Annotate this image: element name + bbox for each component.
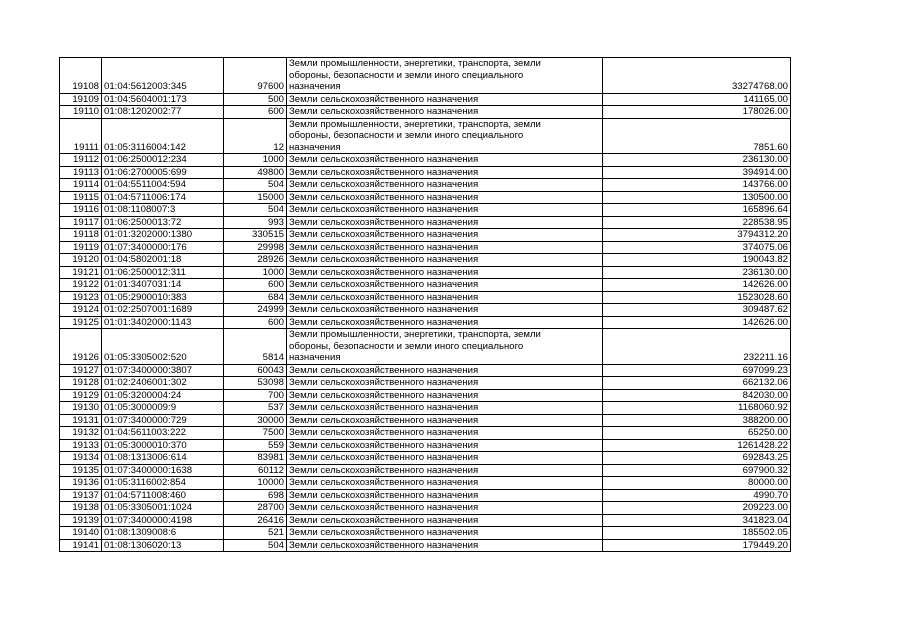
land-category-cell[interactable]: [287, 241, 603, 254]
table-row: [60, 402, 791, 415]
cadastral-value-cell[interactable]: 65250.00: [603, 427, 791, 440]
area-cell[interactable]: 1000: [224, 154, 287, 167]
land-category-line: Земли промышленности, энергетики, транспорта, земли: [289, 118, 541, 130]
cadastral-value-cell[interactable]: 1523028.60: [603, 291, 791, 304]
cadastral-value-cell[interactable]: 697099.23: [603, 364, 791, 377]
land-category-line: Земли сельскохозяйственного назначения: [289, 514, 479, 526]
land-category-line: Земли сельскохозяйственного назначения: [289, 279, 479, 290]
row-number-cell[interactable]: 19138: [60, 502, 102, 515]
table-row: [60, 364, 791, 377]
land-category-line: Земли сельскохозяйственного назначения: [289, 291, 479, 303]
row-number-cell[interactable]: 19112: [60, 154, 102, 167]
cadastral-number-cell[interactable]: 01:04:5711008:460: [102, 489, 224, 502]
cadastral-value-cell[interactable]: 4990.70: [603, 489, 791, 502]
cadastral-number-cell[interactable]: 01:04:5711006:174: [102, 191, 224, 204]
area-cell[interactable]: 330515: [224, 229, 287, 242]
cadastral-number-cell[interactable]: 01:05:2900010:383: [102, 291, 224, 304]
land-category-cell[interactable]: [287, 539, 603, 552]
cadastral-value-cell[interactable]: 178026.00: [603, 106, 791, 119]
area-cell[interactable]: 993: [224, 216, 287, 229]
area-cell[interactable]: 29998: [224, 241, 287, 254]
land-category-line: Земли сельскохозяйственного назначения: [289, 166, 479, 178]
cadastral-number-cell[interactable]: 01:08:1309008:6: [102, 527, 224, 540]
cadastral-number-cell[interactable]: 01:06:2500012:311: [102, 266, 224, 279]
area-cell[interactable]: 12: [224, 118, 287, 154]
table-row: [60, 377, 791, 390]
area-cell[interactable]: 24999: [224, 304, 287, 317]
cadastral-number-cell[interactable]: 01:08:1306020:13: [102, 539, 224, 552]
land-category-line: назначения: [289, 141, 341, 153]
cadastral-number-cell[interactable]: 01:04:5611003:222: [102, 427, 224, 440]
table-row: [60, 427, 791, 440]
land-category-line: Земли промышленности, энергетики, транспорта, земли: [289, 58, 541, 69]
area-cell[interactable]: 28926: [224, 254, 287, 267]
table-row: [60, 216, 791, 229]
cadastral-value-cell[interactable]: 236130.00: [603, 266, 791, 279]
land-category-line: Земли сельскохозяйственного назначения: [289, 539, 479, 551]
cadastral-number-cell[interactable]: 01:05:3000009:9: [102, 402, 224, 415]
land-category-cell[interactable]: [287, 316, 603, 329]
land-category-cell[interactable]: [287, 266, 603, 279]
row-number-cell[interactable]: 19128: [60, 377, 102, 390]
row-number-cell[interactable]: 19122: [60, 279, 102, 292]
cadastral-number-cell[interactable]: 01:07:3400000:176: [102, 241, 224, 254]
table-row: [60, 439, 791, 452]
land-category-cell[interactable]: [287, 402, 603, 415]
cadastral-value-cell[interactable]: 142626.00: [603, 316, 791, 329]
table-row: [60, 204, 791, 217]
cadastral-value-cell[interactable]: 3794312.20: [603, 229, 791, 242]
land-category-cell[interactable]: [287, 118, 603, 154]
area-cell[interactable]: 60112: [224, 464, 287, 477]
land-category-cell[interactable]: [287, 191, 603, 204]
table-row: [60, 93, 791, 106]
table-row: [60, 229, 791, 242]
land-category-cell[interactable]: [287, 279, 603, 292]
area-cell[interactable]: 15000: [224, 191, 287, 204]
land-category-cell[interactable]: [287, 414, 603, 427]
row-number-cell[interactable]: 19110: [60, 106, 102, 119]
cadastral-number-cell[interactable]: 01:06:2700005:699: [102, 166, 224, 179]
cadastral-number-cell[interactable]: 01:07:3400000:1638: [102, 464, 224, 477]
cadastral-number-cell[interactable]: 01:04:5802001:18: [102, 254, 224, 267]
cadastral-number-cell[interactable]: 01:04:5511004:594: [102, 179, 224, 192]
land-category-cell[interactable]: [287, 154, 603, 167]
table-row: [60, 452, 791, 465]
row-number-cell[interactable]: 19120: [60, 254, 102, 267]
cadastral-value-cell[interactable]: 374075.06: [603, 241, 791, 254]
area-cell[interactable]: 7500: [224, 427, 287, 440]
cadastral-number-cell[interactable]: 01:05:3000010:370: [102, 439, 224, 452]
land-category-line: Земли сельскохозяйственного назначения: [289, 241, 479, 253]
row-number-cell[interactable]: 19140: [60, 527, 102, 540]
area-cell[interactable]: 600: [224, 279, 287, 292]
cadastral-number-cell[interactable]: 01:05:3305001:1024: [102, 502, 224, 515]
row-number-cell[interactable]: 19132: [60, 427, 102, 440]
land-category-cell[interactable]: [287, 364, 603, 377]
area-cell[interactable]: 600: [224, 106, 287, 119]
row-number-cell[interactable]: 19125: [60, 316, 102, 329]
cadastral-value-cell[interactable]: 697900.32: [603, 464, 791, 477]
land-category-line: Земли сельскохозяйственного назначения: [289, 304, 479, 315]
area-cell[interactable]: 700: [224, 389, 287, 402]
table-row: [60, 464, 791, 477]
row-number-cell[interactable]: 19108: [60, 58, 102, 94]
land-category-line: Земли сельскохозяйственного назначения: [289, 154, 479, 165]
table-body: [60, 58, 791, 552]
table-row: [60, 304, 791, 317]
area-cell[interactable]: 60043: [224, 364, 287, 377]
cadastral-value-cell[interactable]: 33274768.00: [603, 58, 791, 94]
area-cell[interactable]: 504: [224, 179, 287, 192]
area-cell[interactable]: 698: [224, 489, 287, 502]
land-category-line: Земли сельскохозяйственного назначения: [289, 527, 479, 538]
land-category-cell[interactable]: [287, 304, 603, 317]
land-category-line: Земли сельскохозяйственного назначения: [289, 439, 479, 451]
area-cell[interactable]: 521: [224, 527, 287, 540]
row-number-cell[interactable]: 19135: [60, 464, 102, 477]
table-row: [60, 166, 791, 179]
land-category-line: Земли сельскохозяйственного назначения: [289, 489, 479, 501]
table-row: [60, 389, 791, 402]
table-row: [60, 118, 791, 154]
land-category-cell[interactable]: [287, 377, 603, 390]
land-category-cell[interactable]: [287, 464, 603, 477]
row-number-cell[interactable]: 19127: [60, 364, 102, 377]
cadastral-number-cell[interactable]: 01:08:1202002:77: [102, 106, 224, 119]
row-number-cell[interactable]: 19141: [60, 539, 102, 552]
cadastral-value-cell[interactable]: 341823.04: [603, 514, 791, 527]
land-category-line: Земли сельскохозяйственного назначения: [289, 377, 479, 388]
cadastral-value-cell[interactable]: 209223.00: [603, 502, 791, 515]
table-row: [60, 514, 791, 527]
land-category-cell[interactable]: [287, 452, 603, 465]
area-cell[interactable]: 537: [224, 402, 287, 415]
row-number-cell[interactable]: 19109: [60, 93, 102, 106]
land-category-line: Земли сельскохозяйственного назначения: [289, 191, 479, 203]
area-cell[interactable]: 49800: [224, 166, 287, 179]
area-cell[interactable]: 684: [224, 291, 287, 304]
area-cell[interactable]: 53098: [224, 377, 287, 390]
land-category-cell[interactable]: [287, 477, 603, 490]
row-number-cell[interactable]: 19116: [60, 204, 102, 217]
table-row: [60, 241, 791, 254]
land-category-line: Земли сельскохозяйственного назначения: [289, 254, 479, 265]
cadastral-number-cell[interactable]: 01:08:1108007:3: [102, 204, 224, 217]
land-category-line: Земли сельскохозяйственного назначения: [289, 316, 479, 328]
land-category-line: Земли промышленности, энергетики, транспорта, земли: [289, 329, 541, 340]
land-category-line: Земли сельскохозяйственного назначения: [289, 502, 479, 513]
cadastral-value-cell[interactable]: 185502.05: [603, 527, 791, 540]
land-category-line: Земли сельскохозяйственного назначения: [289, 364, 479, 376]
row-number-cell[interactable]: 19119: [60, 241, 102, 254]
table-row: [60, 191, 791, 204]
cadastral-number-cell[interactable]: 01:07:3400000:4198: [102, 514, 224, 527]
cadastral-number-cell[interactable]: 01:02:2406001:302: [102, 377, 224, 390]
row-number-cell[interactable]: 19129: [60, 389, 102, 402]
area-cell[interactable]: 26416: [224, 514, 287, 527]
table-row: [60, 316, 791, 329]
cadastral-value-cell[interactable]: 842030.00: [603, 389, 791, 402]
land-category-cell[interactable]: [287, 439, 603, 452]
area-cell[interactable]: 5814: [224, 329, 287, 365]
row-number-cell[interactable]: 19134: [60, 452, 102, 465]
area-cell[interactable]: 83981: [224, 452, 287, 465]
land-category-cell[interactable]: [287, 329, 603, 365]
table-row: [60, 266, 791, 279]
cadastral-value-cell[interactable]: 130500.00: [603, 191, 791, 204]
land-category-cell[interactable]: [287, 179, 603, 192]
cadastral-number-cell[interactable]: 01:05:3305002:520: [102, 329, 224, 365]
row-number-cell[interactable]: 19126: [60, 329, 102, 365]
land-category-cell[interactable]: [287, 291, 603, 304]
table-row: [60, 329, 791, 365]
row-number-cell[interactable]: 19118: [60, 229, 102, 242]
area-cell[interactable]: 559: [224, 439, 287, 452]
row-number-cell[interactable]: 19133: [60, 439, 102, 452]
table-row: [60, 254, 791, 267]
cadastral-number-cell[interactable]: 01:01:3402000:1143: [102, 316, 224, 329]
area-cell[interactable]: 10000: [224, 477, 287, 490]
row-number-cell[interactable]: 19115: [60, 191, 102, 204]
land-plots-table: [59, 57, 791, 552]
cadastral-number-cell[interactable]: 01:02:2507001:1689: [102, 304, 224, 317]
land-category-line: назначения: [289, 352, 341, 363]
table-row: [60, 58, 791, 94]
row-number-cell[interactable]: 19136: [60, 477, 102, 490]
cadastral-value-cell[interactable]: 141165.00: [603, 93, 791, 106]
table-row: [60, 291, 791, 304]
cadastral-value-cell[interactable]: 80000.00: [603, 477, 791, 490]
cadastral-value-cell[interactable]: 143766.00: [603, 179, 791, 192]
cadastral-number-cell[interactable]: 01:04:5604001:173: [102, 93, 224, 106]
area-cell[interactable]: 600: [224, 316, 287, 329]
cadastral-number-cell[interactable]: 01:08:1313006:614: [102, 452, 224, 465]
cadastral-number-cell[interactable]: 01:01:3202000:1380: [102, 229, 224, 242]
land-category-line: обороны, безопасности и земли иного специального: [289, 69, 524, 81]
cadastral-value-cell[interactable]: 692843.25: [603, 452, 791, 465]
land-category-line: назначения: [289, 81, 341, 92]
row-number-cell[interactable]: 19114: [60, 179, 102, 192]
land-category-line: Земли сельскохозяйственного назначения: [289, 266, 479, 278]
land-category-cell[interactable]: [287, 527, 603, 540]
row-number-cell[interactable]: 19121: [60, 266, 102, 279]
table-row: [60, 489, 791, 502]
land-category-cell[interactable]: [287, 489, 603, 502]
land-category-cell[interactable]: [287, 502, 603, 515]
table-row: [60, 477, 791, 490]
row-number-cell[interactable]: 19137: [60, 489, 102, 502]
table-row: [60, 539, 791, 552]
area-cell[interactable]: 500: [224, 93, 287, 106]
cadastral-value-cell[interactable]: 309487.62: [603, 304, 791, 317]
land-category-line: Земли сельскохозяйственного назначения: [289, 93, 479, 105]
area-cell[interactable]: 504: [224, 539, 287, 552]
land-category-line: Земли сельскохозяйственного назначения: [289, 216, 479, 228]
area-cell[interactable]: 1000: [224, 266, 287, 279]
cadastral-value-cell[interactable]: 388200.00: [603, 414, 791, 427]
row-number-cell[interactable]: 19123: [60, 291, 102, 304]
row-number-cell[interactable]: 19131: [60, 414, 102, 427]
cadastral-value-cell[interactable]: 236130.00: [603, 154, 791, 167]
land-category-line: Земли сельскохозяйственного назначения: [289, 414, 479, 426]
cadastral-value-cell[interactable]: 1261428.22: [603, 439, 791, 452]
land-category-cell[interactable]: [287, 514, 603, 527]
cadastral-number-cell[interactable]: 01:06:2500013:72: [102, 216, 224, 229]
land-category-cell[interactable]: [287, 389, 603, 402]
land-category-line: Земли сельскохозяйственного назначения: [289, 402, 479, 413]
cadastral-number-cell[interactable]: 01:05:3116004:142: [102, 118, 224, 154]
cadastral-number-cell[interactable]: 01:04:5612003:345: [102, 58, 224, 94]
row-number-cell[interactable]: 19124: [60, 304, 102, 317]
cadastral-value-cell[interactable]: 190043.82: [603, 254, 791, 267]
cadastral-value-cell[interactable]: 232211.16: [603, 329, 791, 365]
cadastral-value-cell[interactable]: 394914.00: [603, 166, 791, 179]
table-row: [60, 154, 791, 167]
cadastral-value-cell[interactable]: 179449.20: [603, 539, 791, 552]
land-category-line: обороны, безопасности и земли иного специального: [289, 130, 524, 141]
cadastral-value-cell[interactable]: 228538.95: [603, 216, 791, 229]
land-category-line: Земли сельскохозяйственного назначения: [289, 229, 479, 240]
cadastral-number-cell[interactable]: 01:05:3116002:854: [102, 477, 224, 490]
cadastral-value-cell[interactable]: 165896.64: [603, 204, 791, 217]
row-number-cell[interactable]: 19113: [60, 166, 102, 179]
area-cell[interactable]: 504: [224, 204, 287, 217]
row-number-cell[interactable]: 19130: [60, 402, 102, 415]
cadastral-number-cell[interactable]: 01:07:3400000:3807: [102, 364, 224, 377]
land-category-line: обороны, безопасности и земли иного специального: [289, 340, 524, 352]
cadastral-number-cell[interactable]: 01:05:3200004:24: [102, 389, 224, 402]
land-category-cell[interactable]: [287, 427, 603, 440]
land-category-line: Земли сельскохозяйственного назначения: [289, 477, 479, 488]
cadastral-value-cell[interactable]: 142626.00: [603, 279, 791, 292]
table-row: [60, 502, 791, 515]
land-category-cell[interactable]: [287, 204, 603, 217]
row-number-cell[interactable]: 19111: [60, 118, 102, 154]
land-category-cell[interactable]: [287, 58, 603, 94]
land-category-line: Земли сельскохозяйственного назначения: [289, 464, 479, 476]
area-cell[interactable]: 30000: [224, 414, 287, 427]
cadastral-number-cell[interactable]: 01:01:3407031:14: [102, 279, 224, 292]
land-category-line: Земли сельскохозяйственного назначения: [289, 179, 479, 190]
row-number-cell[interactable]: 19139: [60, 514, 102, 527]
land-category-line: Земли сельскохозяйственного назначения: [289, 427, 479, 438]
land-category-cell[interactable]: [287, 216, 603, 229]
cadastral-value-cell[interactable]: 1168060.92: [603, 402, 791, 415]
table-row: [60, 527, 791, 540]
cadastral-value-cell[interactable]: 7851.60: [603, 118, 791, 154]
land-category-line: Земли сельскохозяйственного назначения: [289, 106, 479, 117]
table-row: [60, 414, 791, 427]
land-category-cell[interactable]: [287, 166, 603, 179]
land-category-line: Земли сельскохозяйственного назначения: [289, 204, 479, 215]
table-row: [60, 279, 791, 292]
land-category-cell[interactable]: [287, 254, 603, 267]
cadastral-number-cell[interactable]: 01:07:3400000:729: [102, 414, 224, 427]
cadastral-number-cell[interactable]: 01:06:2500012:234: [102, 154, 224, 167]
area-cell[interactable]: 97600: [224, 58, 287, 94]
land-category-cell[interactable]: [287, 93, 603, 106]
land-category-line: Земли сельскохозяйственного назначения: [289, 389, 479, 401]
land-category-cell[interactable]: [287, 106, 603, 119]
table-row: [60, 179, 791, 192]
cadastral-value-cell[interactable]: 662132.06: [603, 377, 791, 390]
land-category-line: Земли сельскохозяйственного назначения: [289, 452, 479, 463]
row-number-cell[interactable]: 19117: [60, 216, 102, 229]
table-row: [60, 106, 791, 119]
land-category-cell[interactable]: [287, 229, 603, 242]
area-cell[interactable]: 28700: [224, 502, 287, 515]
